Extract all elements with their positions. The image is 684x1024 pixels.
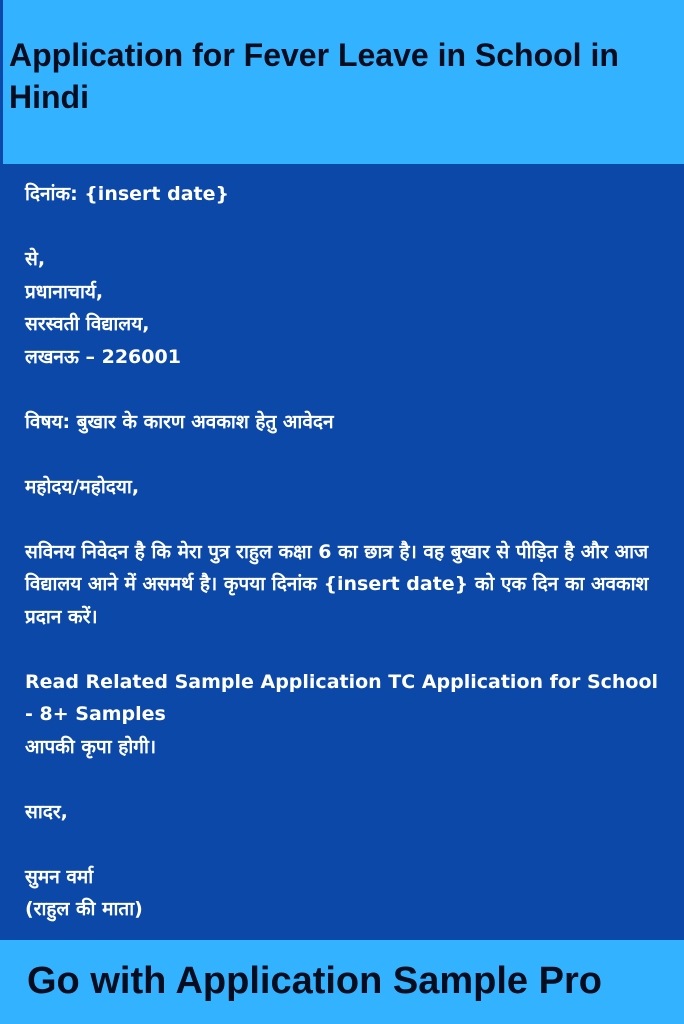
header-banner [0, 0, 684, 164]
recipient-designation: प्रधानाचार्य, [25, 280, 104, 303]
letter-date: दिनांक: {insert date} [25, 183, 230, 205]
recipient-city: लखनऊ – 226001 [25, 345, 181, 368]
letter-to-label: से, [25, 248, 46, 270]
letter-regards: सादर, [25, 800, 68, 823]
spacer [25, 503, 665, 536]
spacer [25, 211, 665, 244]
footer-brand-text: Go with Application Sample Pro [27, 960, 602, 1002]
related-application-link[interactable]: Read Related Sample Application TC Application for School - 8+ Samples [25, 670, 659, 725]
letter-subject: विषय: बुखार के कारण अवकाश हेतु आवेदन [25, 410, 334, 433]
recipient-school: सरस्वती विद्यालय, [25, 313, 150, 335]
spacer [25, 438, 665, 471]
spacer [25, 828, 665, 861]
letter-closing-request: आपकी कृपा होगी। [25, 735, 157, 758]
letter-body [25, 178, 665, 926]
signature-relation: (राहुल की माता) [25, 898, 143, 920]
spacer [25, 763, 665, 796]
letter-main-paragraph: सविनय निवेदन है कि मेरा पुत्र राहुल कक्षा 6 का छात्र है। वह बुखार से पीड़ित है और आज विद्यालय आने में असमर्थ है। कृपया दिनांक {insert date} को एक दिन का अवकाश प्रदान करें। [25, 540, 649, 628]
spacer [25, 373, 665, 406]
footer-banner [0, 940, 684, 1024]
page-title: Application for Fever Leave in School in Hindi [9, 37, 619, 115]
spacer [25, 633, 665, 666]
signature-name: सुमन वर्मा [25, 865, 94, 888]
letter-salutation: महोदय/महोदया, [25, 475, 140, 498]
letter-panel [0, 164, 684, 940]
